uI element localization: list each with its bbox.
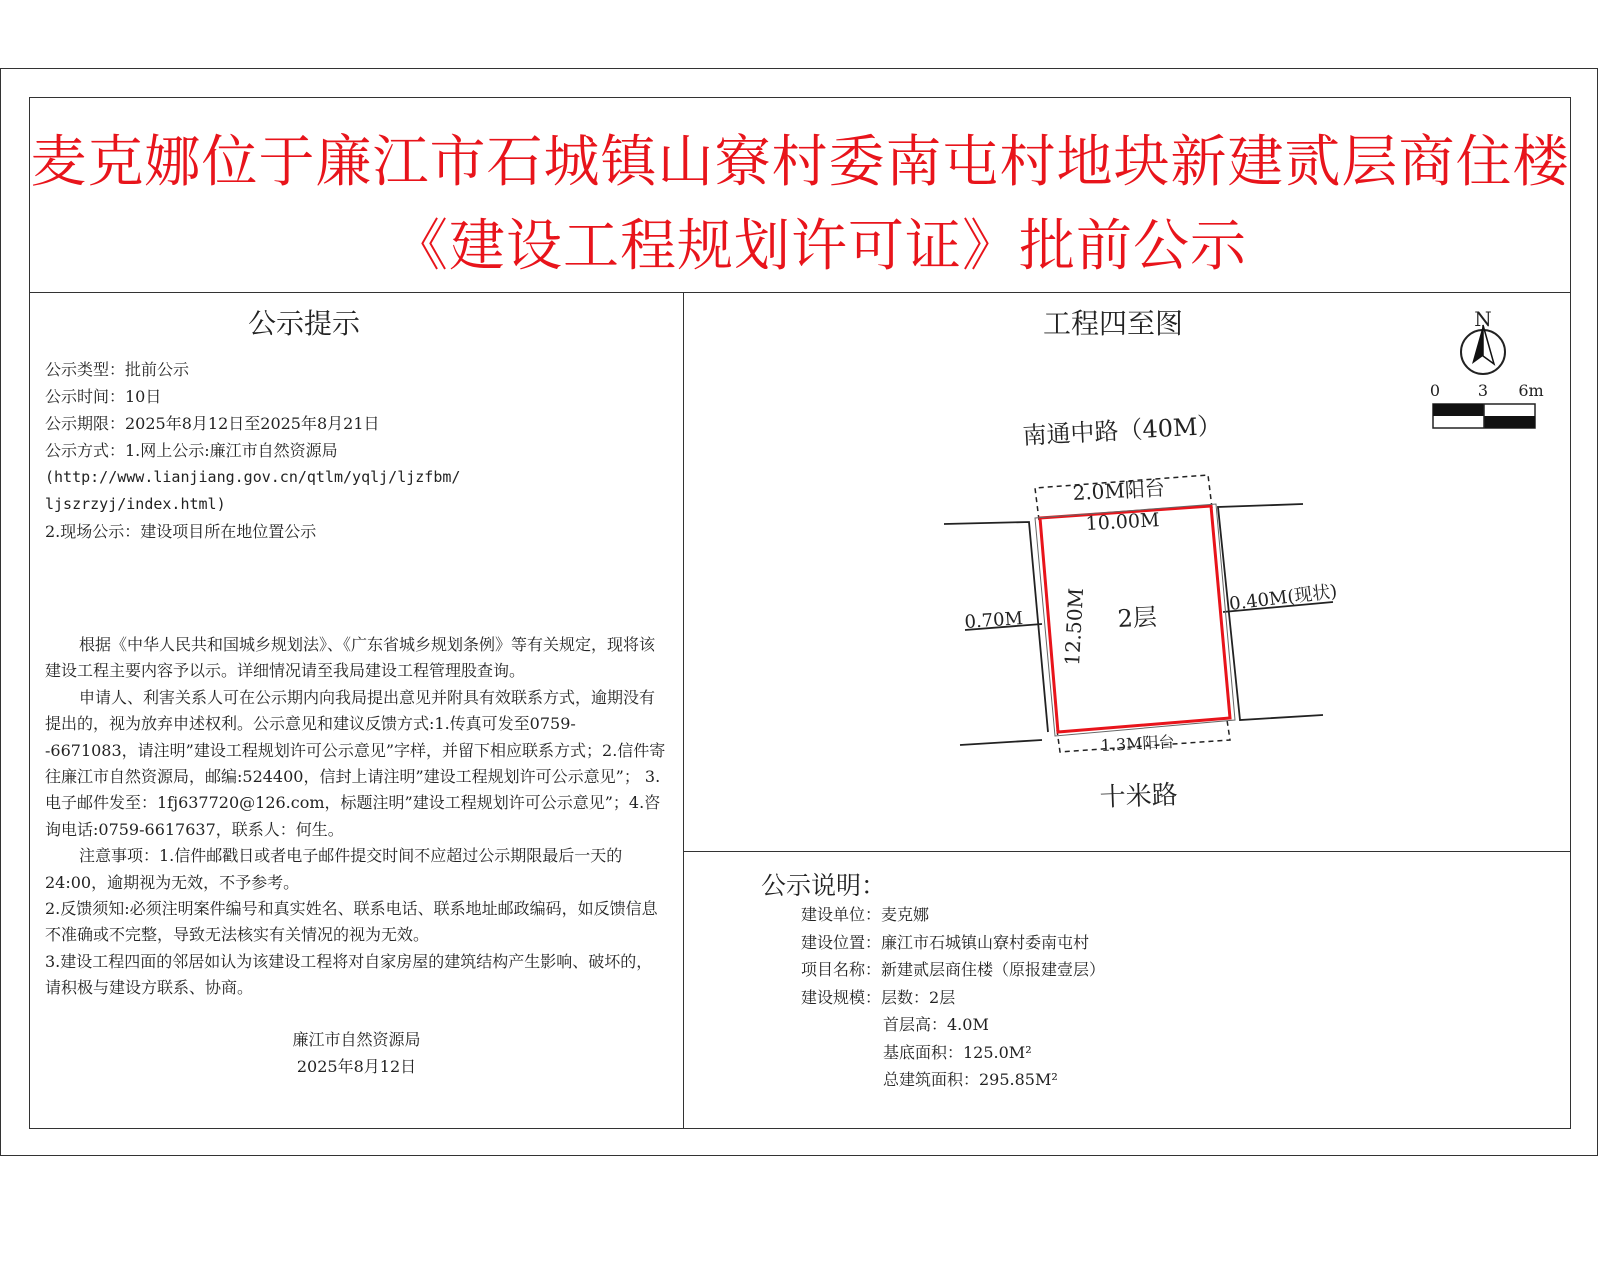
- scale-label: 建设规模：: [801, 987, 882, 1007]
- notice-paragraph: 申请人、利害关系人可在公示期内向我局提出意见并附具有效联系方式，逾期没有提出的，视为放弃申述权利。公示意见和建议反馈方式:1.传真可发至0759--6671083，请注明”建设工程规划许可公示意见”字样，并留下相应联系方式；2.信件寄往廉江市自然资源局，邮编:524400，信封上请注明”建设工程规划许可公示意见”； 3.电子邮件发至：1fj637720@126.com，标题注明”建设工程规划许可公示意见”；4.咨询电话:0759-6617637，联系人：何生。: [45, 687, 666, 839]
- notice-url-line-2: ljszrzyj/index.html): [45, 495, 226, 513]
- site-plan-panel: [683, 292, 1570, 1128]
- width-label: 10.00M: [1085, 509, 1161, 535]
- unit-row: [801, 901, 1105, 929]
- project-label: 项目名称：: [801, 960, 882, 979]
- east-gap-label: 0.40M(现状): [1228, 580, 1339, 615]
- notice-method-onsite: 2.现场公示：建设项目所在地位置公示: [45, 522, 317, 541]
- notice-type: 公示类型：批前公示: [45, 360, 190, 379]
- notice-item: 2.反馈须知:必须注明案件编号和真实姓名、联系电话、联系地址邮政编码，如反馈信息不准确或不完整，导致无法核实有关情况的视为无效。: [45, 899, 658, 945]
- notice-period: 公示期限：2025年8月12日至2025年8月21日: [45, 414, 380, 433]
- scale-row: [801, 984, 1105, 1012]
- floors-label: 2层: [1116, 602, 1158, 633]
- north-label: N: [1474, 307, 1492, 331]
- scale-label-0: 0: [1429, 381, 1441, 400]
- scale-bar: [1433, 404, 1535, 428]
- project-value: 新建贰层商住楼（原报建壹层）: [881, 960, 1106, 979]
- balcony-south-label: 1.3M阳台: [1100, 732, 1175, 755]
- length-label: 12.50M: [1060, 587, 1089, 667]
- first-floor-height: 首层高：4.0M: [883, 1015, 989, 1034]
- notice-paragraph: 根据《中华人民共和国城乡规划法》、《广东省城乡规划条例》等有关规定，现将该建设工程主要内容予以示。详细情况请至我局建设工程管理股查询。: [45, 635, 656, 681]
- notice-url-line-1: (http://www.lianjiang.gov.cn/qtlm/yqlj/ljzfbm/: [45, 468, 461, 486]
- base-area: 基底面积：125.0M²: [883, 1042, 1032, 1062]
- issuer: 廉江市自然资源局: [292, 1030, 421, 1049]
- total-area: 总建筑面积：295.85M²: [883, 1070, 1058, 1089]
- notice-heading: 公示提示: [248, 307, 361, 340]
- title-section: [30, 98, 1570, 293]
- issue-date: 2025年8月12日: [296, 1057, 417, 1076]
- location-row: [801, 929, 1105, 957]
- title-line-2: 《建设工程规划许可证》批前公示: [392, 214, 1247, 279]
- notice-method-online: 公示方式：1.网上公示:廉江市自然资源局: [45, 441, 338, 460]
- location-label: 建设位置：: [801, 932, 882, 952]
- notice-duration: 公示时间：10日: [45, 387, 162, 406]
- balcony-north-label: 2.0M阳台: [1072, 476, 1166, 505]
- unit-label: 建设单位：: [801, 905, 882, 924]
- notice-body: [45, 632, 667, 1002]
- north-arrow-icon: [1461, 325, 1505, 374]
- location-value: 廉江市石城镇山寮村委南屯村: [881, 932, 1090, 952]
- notice-item: 3.建设工程四面的邻居如认为该建设工程将对自家房屋的建筑结构产生影响、破坏的，请积极与建设方联系、协商。: [45, 951, 653, 998]
- floors-value: 层数：2层: [881, 987, 956, 1007]
- explanation-heading: 公示说明：: [761, 871, 887, 900]
- notice-board: [29, 97, 1571, 1129]
- unit-value: 麦克娜: [881, 905, 930, 924]
- project-row: [801, 956, 1105, 984]
- scale-label-3: 3: [1477, 381, 1489, 400]
- west-gap-label: 0.70M: [963, 607, 1024, 633]
- section-divider: [683, 851, 1570, 852]
- notice-paragraph: 注意事项：1.信件邮戳日或者电子邮件提交时间不应超过公示期限最后一天的24:00，逾期视为无效，不予参考。: [45, 846, 623, 892]
- site-plan-drawing: [683, 292, 1570, 851]
- road-north-label: 南通中路（40M）: [1021, 411, 1223, 450]
- explanation-list: [801, 901, 1105, 1094]
- site-plan-heading: 工程四至图: [1043, 307, 1184, 340]
- road-south-label: 十米路: [1099, 780, 1179, 813]
- scale-label-6m: 6m: [1518, 381, 1544, 400]
- notice-panel: [30, 292, 684, 1128]
- title-line-1: 麦克娜位于廉江市石城镇山寮村委南屯村地块新建贰层商住楼: [30, 130, 1570, 195]
